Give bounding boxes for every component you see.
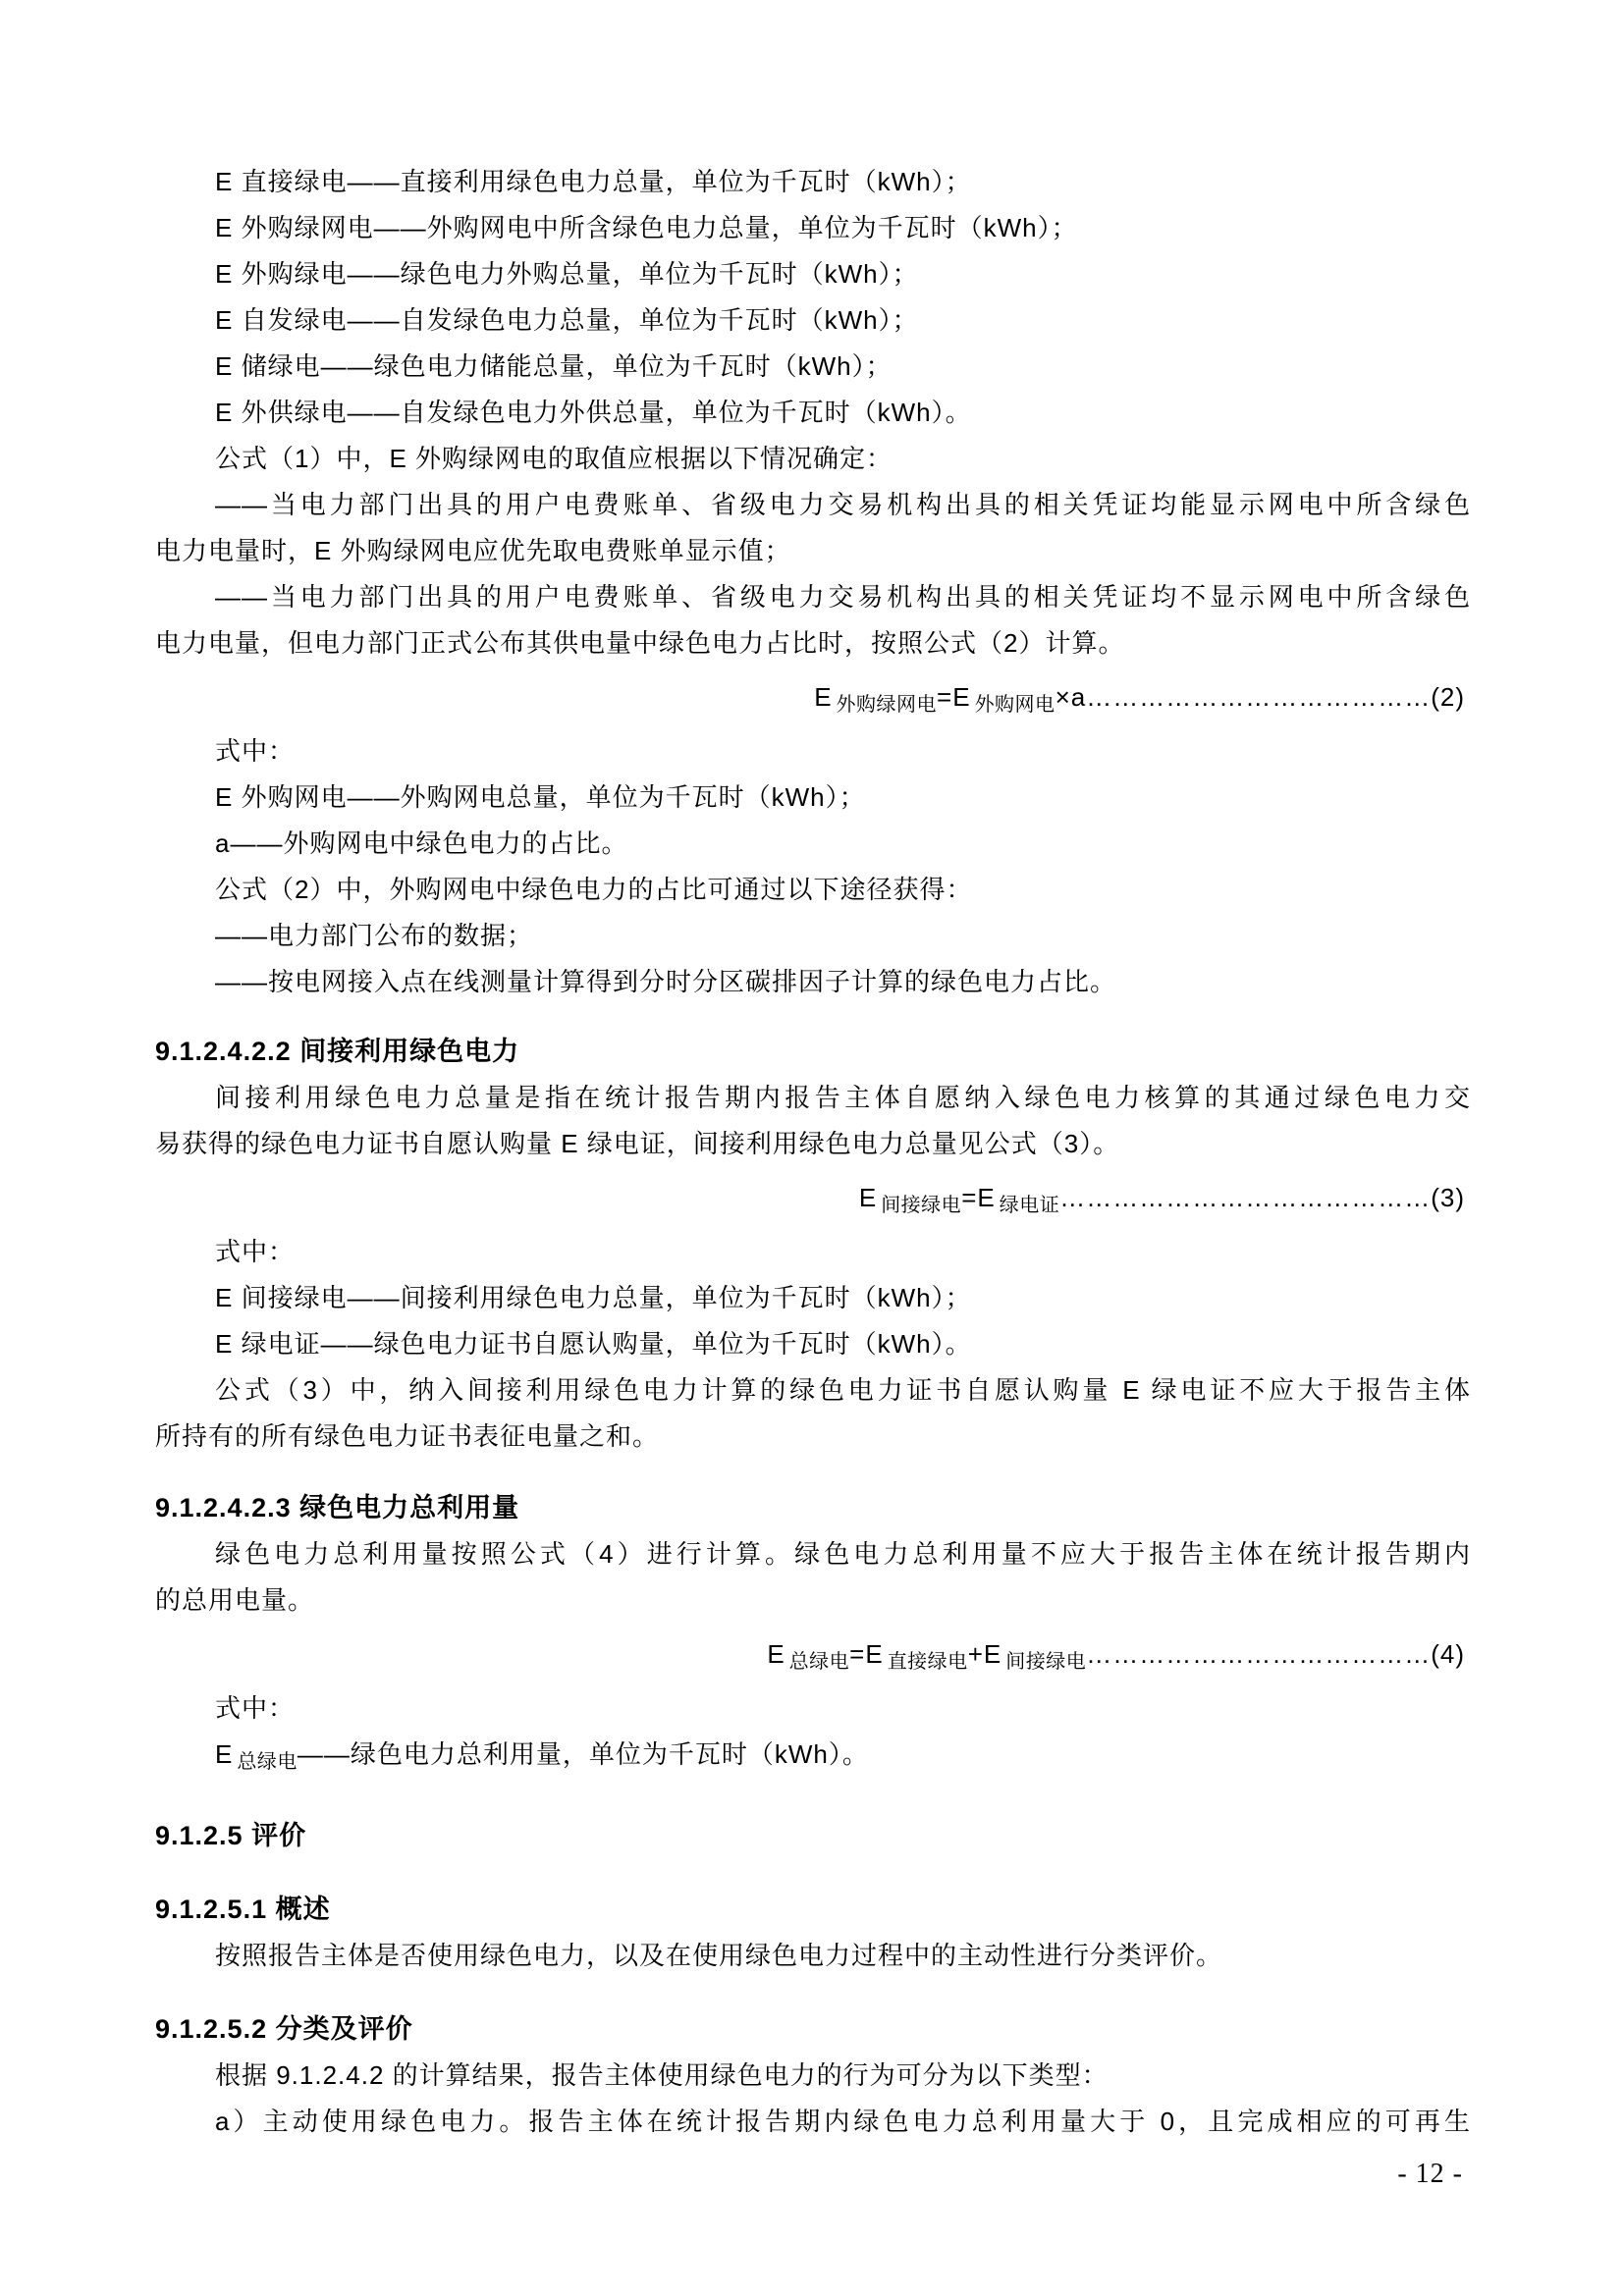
section-heading-9-1-2-5: 9.1.2.5 评价	[155, 1821, 307, 1850]
paragraph-line: 式中：	[215, 1693, 296, 1723]
page-number: - 12 -	[1397, 2159, 1463, 2189]
formula-3-equals: =	[961, 1183, 978, 1212]
list-item-line: ——电力部门公布的数据；	[215, 921, 534, 950]
e-total-symbol: E	[215, 1739, 234, 1769]
formula-4-dot-leader: …………………………………	[1086, 1639, 1432, 1669]
definition-line: E 外购绿电——绿色电力外购总量，单位为千瓦时（kWh）；	[215, 259, 919, 289]
paragraph-line: 易获得的绿色电力证书自愿认购量 E 绿电证，间接利用绿色电力总量见公式（3）。	[155, 1129, 1120, 1158]
formula-4-plus: +	[967, 1639, 984, 1669]
formula-2-lhs-subscript: 外购绿网电	[836, 694, 938, 716]
paragraph-line: ——当电力部门出具的用户电费账单、省级电力交易机构出具的相关凭证均能显示网电中所含绿色	[215, 490, 1471, 519]
paragraph-line: 所持有的所有绿色电力证书表征电量之和。	[155, 1421, 660, 1451]
formula-4-rhs1-symbol: E	[865, 1639, 884, 1669]
definition-line: E 间接绿电——间接利用绿色电力总量，单位为千瓦时（kWh）；	[215, 1283, 972, 1312]
e-total-subscript: 总绿电	[237, 1751, 298, 1773]
paragraph-line: 公式（2）中，外购网电中绿色电力的占比可通过以下途径获得：	[215, 875, 973, 904]
formula-3-rhs-symbol: E	[977, 1183, 996, 1212]
list-item-line: ——按电网接入点在线测量计算得到分时分区碳排因子计算的绿色电力占比。	[215, 967, 1117, 996]
definition-line: E 外购绿网电——外购网电中所含绿色电力总量，单位为千瓦时（kWh）；	[215, 213, 1078, 242]
definition-line: E 外供绿电——自发绿色电力外供总量，单位为千瓦时（kWh）。	[215, 398, 972, 427]
formula-2-equals: =	[937, 682, 953, 712]
document-body	[155, 159, 1471, 2145]
paragraph-line: 式中：	[215, 736, 296, 766]
definition-line	[155, 1732, 1471, 1786]
formula-2-rhs-symbol: E	[952, 682, 971, 712]
formula-4-lhs-symbol: E	[767, 1639, 785, 1669]
formula-3-lhs-subscript: 间接绿电	[881, 1195, 962, 1216]
paragraph-line: 按照报告主体是否使用绿色电力，以及在使用绿色电力过程中的主动性进行分类评价。	[215, 1941, 1223, 1970]
paragraph-line: 的总用电量。	[155, 1585, 315, 1615]
formula-4-number: (4)	[1431, 1639, 1465, 1669]
formula-4-rhs2-subscript: 间接绿电	[1005, 1651, 1087, 1673]
formula-2-rhs-subscript: 外购网电	[974, 694, 1056, 716]
formula-4-equals: =	[849, 1639, 866, 1669]
definition-line: E 自发绿电——自发绿色电力总量，单位为千瓦时（kWh）；	[215, 305, 919, 335]
formula-3-rhs-subscript: 绿电证	[999, 1195, 1060, 1216]
section-heading-9-1-2-5-1: 9.1.2.5.1 概述	[155, 1895, 331, 1924]
section-heading-9-1-2-5-2: 9.1.2.5.2 分类及评价	[155, 2014, 413, 2044]
paragraph-line: 式中：	[215, 1237, 296, 1266]
paragraph-line: 电力电量时，E 外购绿网电应优先取电费账单显示值；	[155, 536, 791, 565]
paragraph-line: 绿色电力总利用量按照公式（4）进行计算。绿色电力总利用量不应大于报告主体在统计报告期内	[215, 1539, 1471, 1569]
paragraph-line: 根据 9.1.2.4.2 的计算结果，报告主体使用绿色电力的行为可分为以下类型：	[215, 2060, 1109, 2090]
formula-3-lhs-symbol: E	[858, 1183, 878, 1212]
paragraph-line: 间接利用绿色电力总量是指在统计报告期内报告主体自愿纳入绿色电力核算的其通过绿色电力交	[215, 1083, 1471, 1112]
definition-line: E 外购网电——外购网电总量，单位为千瓦时（kWh）；	[215, 782, 866, 812]
formula-3	[155, 1175, 1471, 1229]
formula-2-dot-leader: …………………………………	[1086, 682, 1432, 712]
paragraph-line: a）主动使用绿色电力。报告主体在统计报告期内绿色电力总利用量大于 0，且完成相应的可再生	[215, 2107, 1471, 2136]
formula-4-rhs1-subscript: 直接绿电	[887, 1651, 968, 1673]
formula-4-rhs2-symbol: E	[983, 1639, 1002, 1669]
paragraph-line: 电力电量，但电力部门正式公布其供电量中绿色电力占比时，按照公式（2）计算。	[155, 628, 1125, 658]
definition-line: a——外购网电中绿色电力的占比。	[215, 828, 628, 858]
paragraph-line: 公式（1）中，E 外购绿网电的取值应根据以下情况确定：	[215, 444, 893, 473]
definition-line: E 绿电证——绿色电力证书自愿认购量，单位为千瓦时（kWh）。	[215, 1329, 972, 1359]
section-heading-9-1-2-4-2-2: 9.1.2.4.2.2 间接利用绿色电力	[155, 1037, 520, 1066]
formula-2-number: (2)	[1431, 682, 1465, 712]
section-heading-9-1-2-4-2-3: 9.1.2.4.2.3 绿色电力总利用量	[155, 1493, 520, 1522]
formula-4	[155, 1631, 1471, 1685]
formula-3-dot-leader: ……………………………………	[1059, 1183, 1432, 1212]
formula-2-lhs-symbol: E	[814, 682, 833, 712]
formula-2-operator: ×a	[1055, 682, 1087, 712]
e-total-definition-text: ——绿色电力总利用量，单位为千瓦时（kWh）。	[297, 1739, 869, 1769]
paragraph-line: ——当电力部门出具的用户电费账单、省级电力交易机构出具的相关凭证均不显示网电中所含绿色	[215, 582, 1471, 612]
definition-line: E 直接绿电——直接利用绿色电力总量，单位为千瓦时（kWh）；	[215, 167, 972, 196]
definition-line: E 储绿电——绿色电力储能总量，单位为千瓦时（kWh）；	[215, 351, 893, 381]
formula-4-lhs-subscript: 总绿电	[788, 1651, 850, 1673]
paragraph-line: 公式（3）中，纳入间接利用绿色电力计算的绿色电力证书自愿认购量 E 绿电证不应大于报告主体	[215, 1375, 1471, 1405]
formula-3-number: (3)	[1431, 1183, 1465, 1212]
formula-2	[155, 674, 1471, 728]
